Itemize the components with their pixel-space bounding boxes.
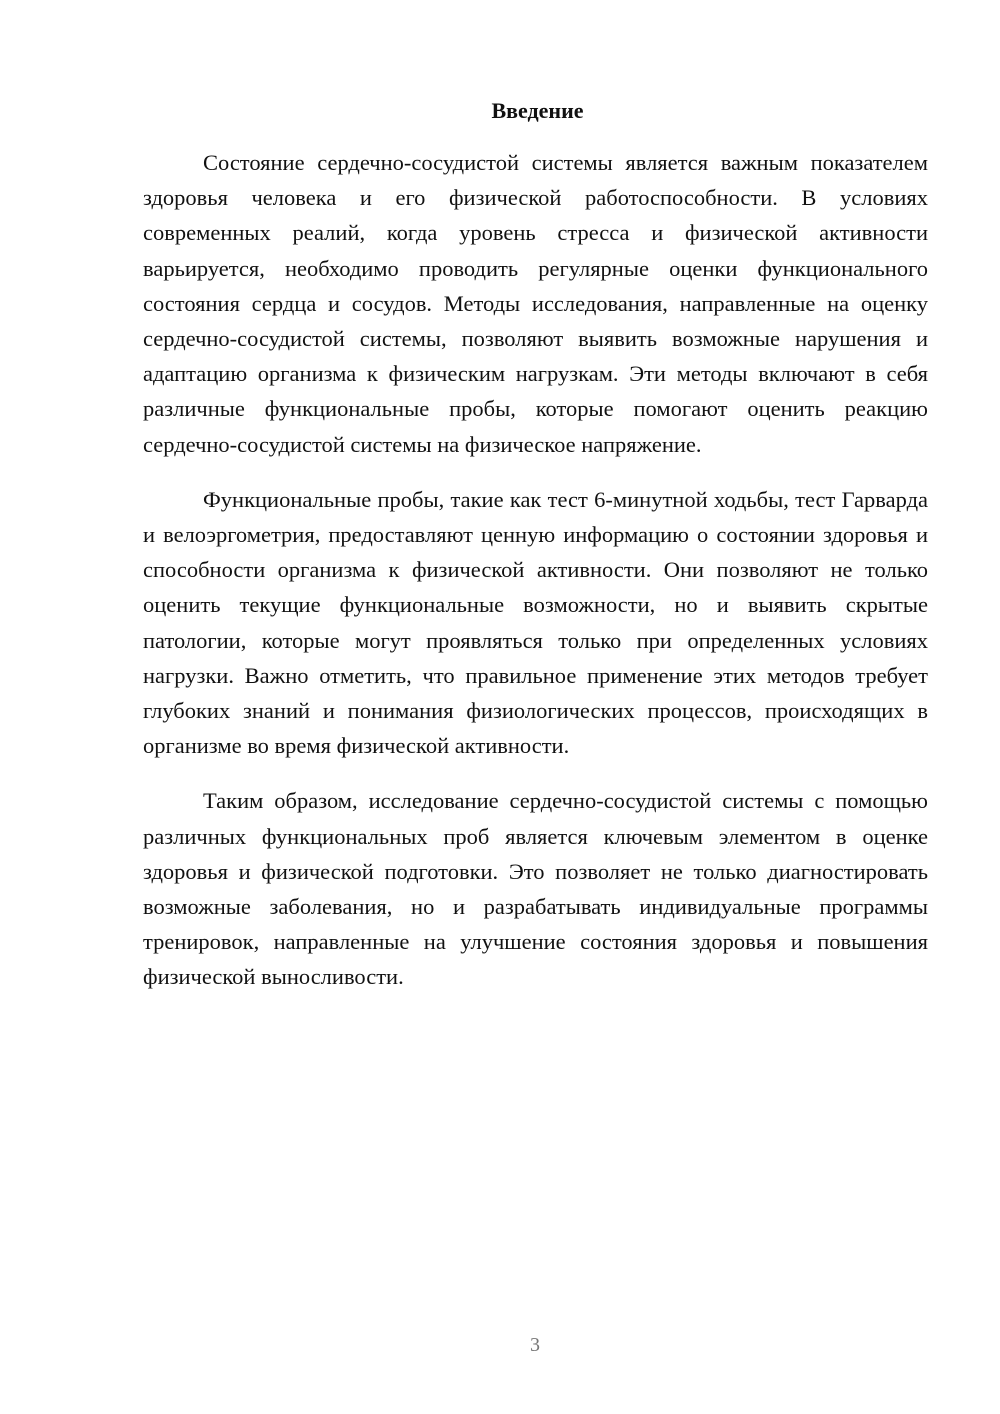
page-number: 3 [530, 1334, 540, 1356]
paragraph-1: Состояние сердечно-сосудистой системы является важным показателем здоровья человека и его физической работоспособности. В условиях современных реалий, когда уровень стресса и физической активности варьируется, необходимо проводить регулярные оценки функционального состояния сердца и сосудов. Методы исследования, направленные на оценку сердечно-сосудистой системы, позволяют выявить возможные нарушения и адаптацию организма к физическим нагрузкам. Эти методы включают в себя различные функциональные пробы, которые помогают оценить реакцию сердечно-сосудистой системы на физическое напряжение. [143, 150, 928, 457]
page-title: Введение [491, 98, 584, 123]
paragraph-3: Таким образом, исследование сердечно-сосудистой системы с помощью различных функциональных проб является ключевым элементом в оценке здоровья и физической подготовки. Это позволяет не только диагностировать возможные заболевания, но и разрабатывать индивидуальные программы тренировок, направленные на улучшение состояния здоровья и повышения физической выносливости. [143, 788, 928, 990]
paragraph-2: Функциональные пробы, такие как тест 6-минутной ходьбы, тест Гарварда и велоэргометрия, предоставляют ценную информацию о состоянии здоровья и способности организма к физической активности. Они позволяют не только оценить текущие функциональные возможности, но и выявить скрытые патологии, которые могут проявляться только при определенных условиях нагрузки. Важно отметить, что правильное применение этих методов требует глубоких знаний и понимания физиологических процессов, происходящих в организме во время физической активности. [143, 486, 928, 759]
document-body [143, 97, 928, 995]
